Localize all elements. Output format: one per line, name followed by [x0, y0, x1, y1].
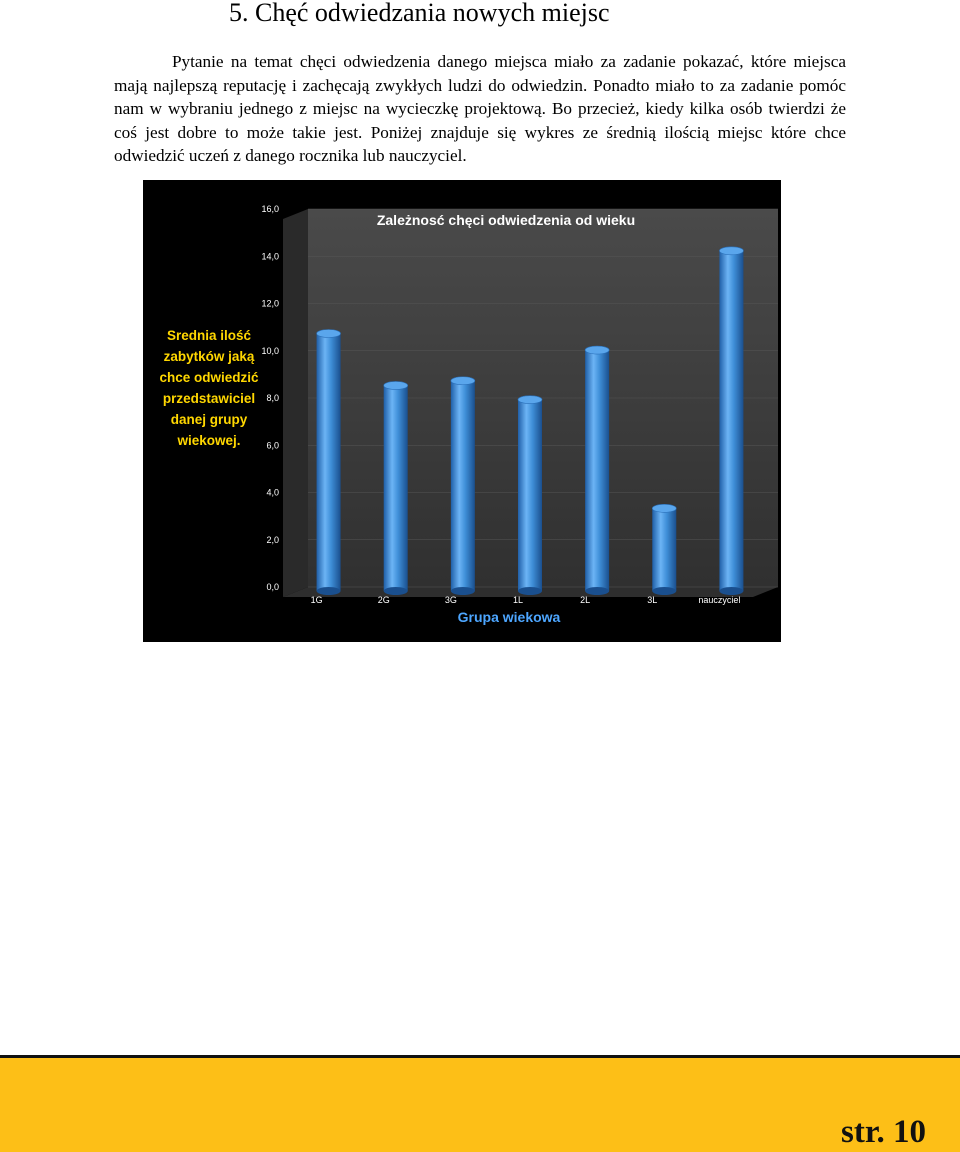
intro-paragraph-text: Pytanie na temat chęci odwiedzenia danego miejsca miało za zadanie pokazać, które miejsca mają najlepszą reputację i zachęcają zwykłych ludzi do odwiedzin. Ponadto miało to za zadanie pomóc nam w wybraniu jednego z miejsc na wycieczkę projektową. Bo przecież, kiedy kilka osób twierdzi że coś jest dobre to może takie jest. Poniżej znajduje się wykres ze średnią ilością miejsc które chce odwiedzić uczeń z danego rocznika lub nauczyciel. [114, 52, 846, 165]
bar [317, 333, 341, 591]
bar-cap [585, 346, 609, 354]
y-axis-label [159, 328, 259, 448]
y-tick-label: 8,0 [266, 393, 279, 403]
bar-chart [143, 180, 781, 642]
bar-base [652, 587, 676, 595]
y-axis-label-line: wiekowej. [177, 433, 241, 448]
x-tick-label: 3L [647, 595, 658, 605]
x-tick-label: 2L [580, 595, 591, 605]
bar-cap [451, 377, 475, 385]
x-axis-label: Grupa wiekowa [457, 609, 561, 625]
y-tick-label: 10,0 [261, 345, 279, 356]
bar [585, 350, 609, 591]
intro-paragraph [114, 50, 846, 168]
y-axis-label-line: chce odwiedzić [159, 370, 259, 385]
y-tick-label: 12,0 [261, 298, 279, 309]
bar-cap [317, 329, 341, 337]
y-tick-label: 0,0 [266, 582, 279, 592]
page-number: str. 10 [841, 1114, 926, 1150]
x-tick-label: 3G [444, 595, 457, 605]
bar-base [451, 587, 475, 595]
bar-base [317, 587, 341, 595]
bar [451, 381, 475, 591]
y-axis-label-line: przedstawiciel [162, 391, 256, 406]
bar [384, 385, 408, 591]
bar [719, 251, 743, 591]
bar-cap [652, 504, 676, 512]
y-tick-label: 16,0 [261, 204, 279, 214]
section-heading: 5. Chęć odwiedzania nowych miejsc [229, 0, 610, 27]
bar-chart-svg [143, 180, 781, 642]
y-tick-label: 2,0 [266, 534, 279, 545]
bar [652, 508, 676, 591]
y-axis-label-line: danej grupy [170, 412, 248, 427]
y-tick-label: 4,0 [266, 487, 279, 498]
bar-cap [384, 381, 408, 389]
bar-base [384, 587, 408, 595]
chart-side-wall [283, 209, 308, 597]
y-tick-label: 14,0 [261, 251, 279, 262]
x-tick-label: 1G [310, 595, 323, 605]
chart-title: Zależnosć chęci odwiedzenia od wieku [376, 212, 636, 228]
bar-base [518, 587, 542, 595]
x-tick-label: 2G [377, 595, 390, 605]
x-tick-label: nauczyciel [698, 595, 741, 605]
bar-base [585, 587, 609, 595]
y-axis-label-line: Srednia ilość [166, 328, 252, 343]
page-footer [0, 1058, 960, 1152]
y-axis-label-line: zabytków jaką [163, 349, 255, 364]
bar-cap [518, 396, 542, 404]
x-tick-label: 1L [512, 595, 524, 605]
bar [518, 400, 542, 591]
y-tick-label: 6,0 [266, 440, 279, 451]
bar-cap [719, 247, 743, 255]
bar-base [719, 587, 743, 595]
